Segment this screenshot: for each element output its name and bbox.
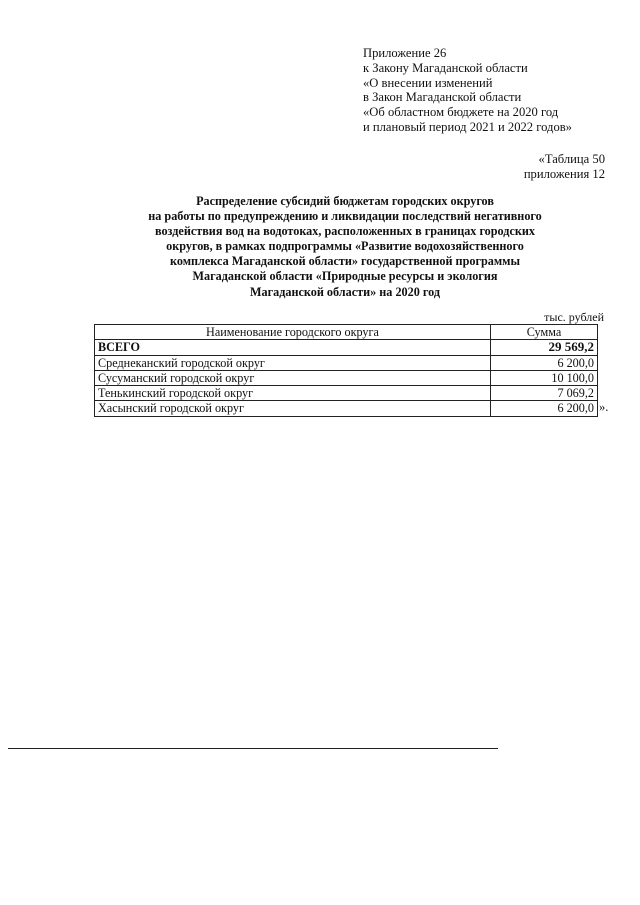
- appendix-line: «Об областном бюджете на 2020 год: [363, 105, 559, 120]
- appendix-line: и плановый период 2021 и 2022 годов»: [363, 119, 572, 134]
- district-amount: 6 200,0: [491, 401, 598, 416]
- district-name: Тенькинский городской округ: [95, 386, 491, 401]
- title-line: на работы по предупреждению и ликвидации последствий негативного: [148, 209, 542, 224]
- header-district-name: Наименование городского округа: [95, 325, 491, 340]
- title-line: Магаданской области «Природные ресурсы и экология: [192, 269, 498, 284]
- document-title: [95, 194, 595, 300]
- table-header-row: [95, 325, 598, 340]
- footnote-divider: [8, 748, 498, 749]
- table-row: [95, 355, 598, 370]
- table-row: [95, 386, 598, 401]
- table-ref-line: «Таблица 50: [538, 152, 605, 166]
- appendix-line: «О внесении изменений: [363, 75, 493, 90]
- appendix-header: [363, 46, 572, 135]
- title-line: Распределение субсидий бюджетам городских округов: [196, 194, 494, 208]
- district-amount: 6 200,0: [491, 355, 598, 370]
- district-name: Сусуманский городской округ: [95, 370, 491, 385]
- subsidy-table: [94, 324, 598, 417]
- table-row: [95, 370, 598, 385]
- table-reference: [524, 152, 605, 182]
- district-amount: 10 100,0: [491, 370, 598, 385]
- district-name: Среднеканский городской округ: [95, 355, 491, 370]
- total-row: [95, 340, 598, 355]
- unit-label: тыс. рублей: [544, 310, 604, 324]
- total-label: ВСЕГО: [95, 340, 491, 355]
- appendix-line: Приложение 26: [363, 46, 447, 60]
- title-line: воздействия вод на водотоках, расположенных в границах городских: [154, 224, 536, 239]
- appendix-line: к Закону Магаданской области: [363, 60, 528, 75]
- district-name: Хасынский городской округ: [95, 401, 491, 416]
- closing-quote: ».: [599, 400, 609, 414]
- district-amount: 7 069,2: [491, 386, 598, 401]
- total-amount: 29 569,2: [491, 340, 598, 355]
- title-line: Магаданской области» на 2020 год: [249, 284, 441, 299]
- table-row: [95, 401, 598, 416]
- table-ref-line: приложения 12: [523, 166, 605, 181]
- title-line: комплекса Магаданской области» государственной программы: [170, 254, 520, 269]
- title-line: округов, в рамках подпрограммы «Развитие водохозяйственного: [166, 239, 524, 254]
- appendix-line: в Закон Магаданской области: [363, 90, 522, 105]
- header-amount: Сумма: [491, 325, 598, 340]
